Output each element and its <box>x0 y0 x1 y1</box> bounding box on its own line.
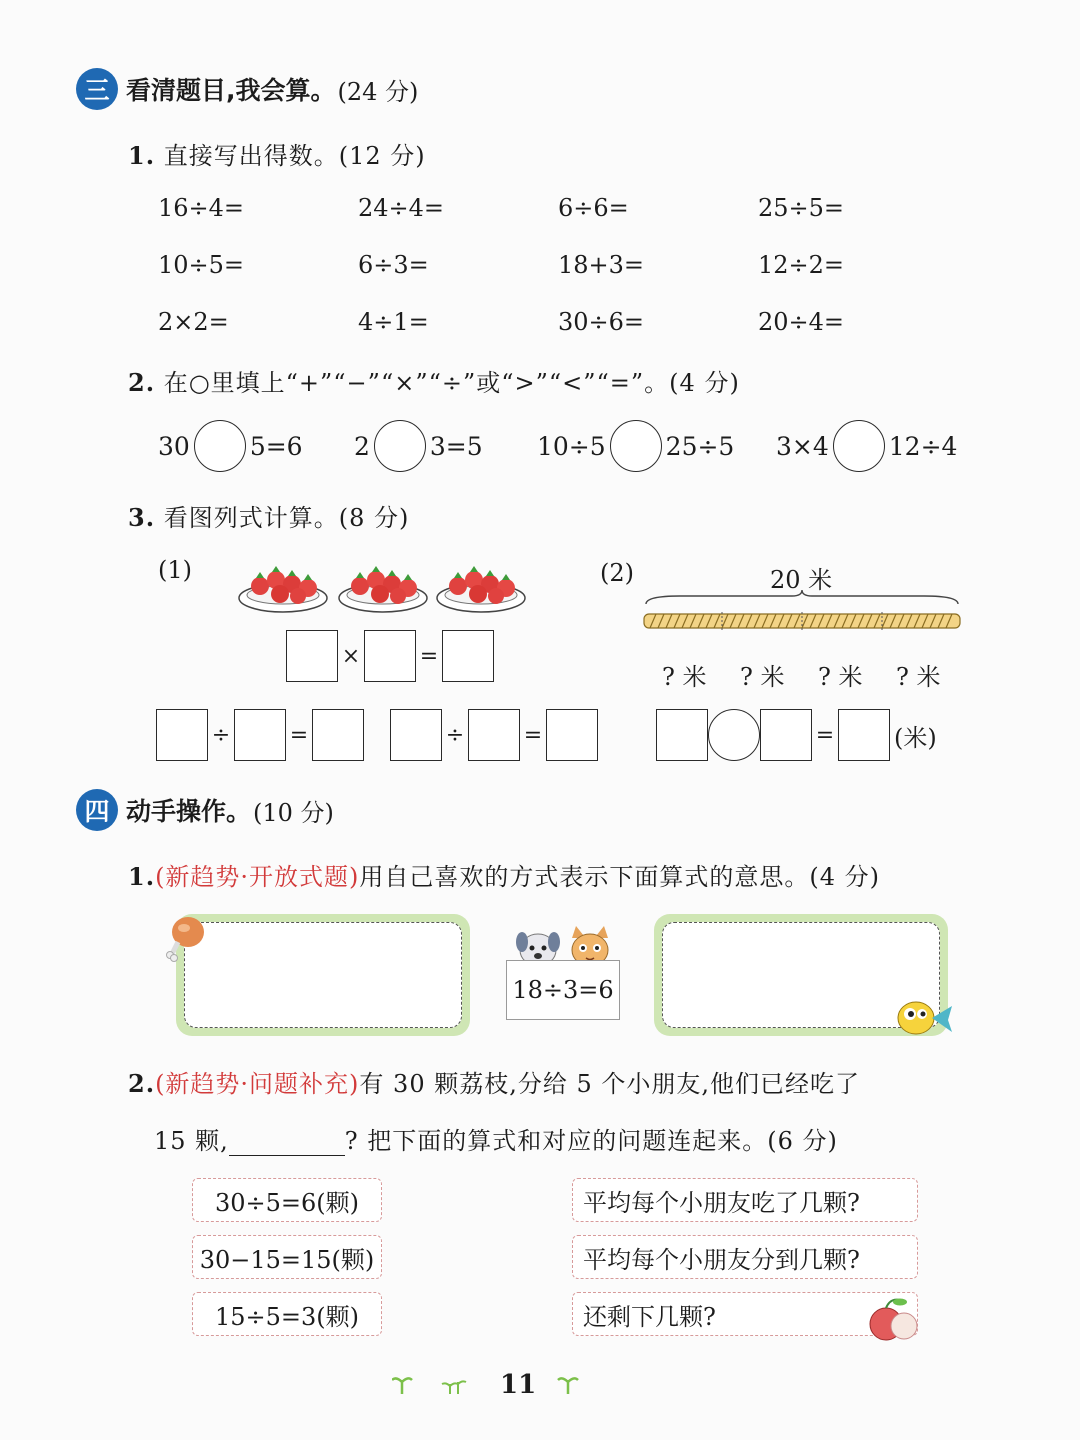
tag-label: (新趋势·开放式题) <box>155 863 360 891</box>
segment-label-1: ? 米 <box>662 663 707 691</box>
answer-box[interactable] <box>156 709 208 761</box>
answer-box[interactable] <box>286 630 338 682</box>
match-question-3[interactable]: 还剩下几颗? <box>572 1292 918 1336</box>
expr-3[interactable]: 6÷6= <box>558 194 629 222</box>
answer-box[interactable] <box>546 709 598 761</box>
page-number: 11 <box>500 1370 537 1400</box>
drawing-frame-left <box>176 914 470 1036</box>
q3-title: 3. 看图列式计算。(8 分) <box>128 503 410 532</box>
expr-5[interactable]: 10÷5= <box>158 251 245 279</box>
compare-item-2: 2 3=5 <box>354 420 483 472</box>
answer-circle[interactable] <box>833 420 885 472</box>
section-4-title: 动手操作。 <box>126 797 252 826</box>
rope-equation: = (米) <box>656 709 937 761</box>
match-equation-3[interactable]: 15÷5=3(颗) <box>192 1292 382 1336</box>
match-equation-2[interactable]: 30−15=15(颗) <box>192 1235 382 1279</box>
answer-box[interactable] <box>312 709 364 761</box>
answer-box[interactable] <box>390 709 442 761</box>
section-4-score: (10 分) <box>253 798 334 827</box>
answer-box[interactable] <box>442 630 494 682</box>
compare-item-3: 10÷5 25÷5 <box>537 420 734 472</box>
answer-circle[interactable] <box>194 420 246 472</box>
answer-box[interactable] <box>364 630 416 682</box>
section-3-header <box>76 68 418 110</box>
lychee-icon <box>864 1296 924 1344</box>
fish-icon <box>894 996 954 1040</box>
drumstick-icon <box>164 912 208 962</box>
section-4-badge: 四 <box>76 789 118 831</box>
answer-box[interactable] <box>838 709 890 761</box>
multiply-equation: × = <box>286 630 494 682</box>
plate-icon <box>239 566 327 612</box>
rope-length-label: 20 米 <box>770 566 833 594</box>
expr-9[interactable]: 2×2= <box>158 308 229 336</box>
s4-q1-title: 1.(新趋势·开放式题)用自己喜欢的方式表示下面算式的意思。(4 分) <box>128 862 881 891</box>
sprout-decoration-icon <box>392 1372 592 1402</box>
match-question-2[interactable]: 平均每个小朋友分到几颗? <box>572 1235 918 1279</box>
unit-label: (米) <box>894 723 937 752</box>
answer-box[interactable] <box>656 709 708 761</box>
match-equation-1[interactable]: 30÷5=6(颗) <box>192 1178 382 1222</box>
segment-label-2: ? 米 <box>740 663 785 691</box>
compare-item-4: 3×4 12÷4 <box>776 420 957 472</box>
section-3-score: (24 分) <box>337 77 419 106</box>
expr-6[interactable]: 6÷3= <box>358 251 429 279</box>
answer-box[interactable] <box>760 709 812 761</box>
q2-title: 2. 在○里填上“+”“−”“×”“÷”或“>”“<”“=”。(4 分) <box>128 368 740 397</box>
expr-8[interactable]: 12÷2= <box>758 251 845 279</box>
section-3-title: 看清题目,我会算。 <box>126 76 336 105</box>
rope-diagram <box>640 590 964 638</box>
match-question-1[interactable]: 平均每个小朋友吃了几颗? <box>572 1178 918 1222</box>
plate-icon <box>437 566 525 612</box>
part-2-label: (2) <box>600 559 634 587</box>
drawing-area[interactable] <box>184 922 462 1028</box>
q1-title: 1. 直接写出得数。(12 分) <box>128 141 426 170</box>
part-1-label: (1) <box>158 556 192 584</box>
tag-label: (新趋势·问题补充) <box>155 1070 360 1098</box>
expr-2[interactable]: 24÷4= <box>358 194 445 222</box>
segment-label-4: ? 米 <box>896 663 941 691</box>
fill-blank[interactable] <box>229 1132 345 1156</box>
segment-label-3: ? 米 <box>818 663 863 691</box>
s4-q2-title: 2.(新趋势·问题补充)有 30 颗荔枝,分给 5 个小朋友,他们已经吃了 <box>128 1069 861 1098</box>
answer-circle[interactable] <box>610 420 662 472</box>
answer-box[interactable] <box>234 709 286 761</box>
answer-box[interactable] <box>468 709 520 761</box>
expr-12[interactable]: 20÷4= <box>758 308 845 336</box>
answer-circle[interactable] <box>708 709 760 761</box>
compare-item-1: 30 5=6 <box>158 420 303 472</box>
section-3-badge: 三 <box>76 68 118 110</box>
expr-10[interactable]: 4÷1= <box>358 308 429 336</box>
strawberry-plates-illustration <box>236 562 528 618</box>
plate-icon <box>339 566 427 612</box>
section-4-header <box>76 789 334 831</box>
expr-1[interactable]: 16÷4= <box>158 194 245 222</box>
equation-card: 18÷3=6 <box>506 960 620 1020</box>
expr-7[interactable]: 18+3= <box>558 251 645 279</box>
expr-11[interactable]: 30÷6= <box>558 308 645 336</box>
expr-4[interactable]: 25÷5= <box>758 194 845 222</box>
divide-equation-1: ÷ = ÷ = <box>156 709 598 761</box>
answer-circle[interactable] <box>374 420 426 472</box>
s4-q2-line2: 15 颗, ? 把下面的算式和对应的问题连起来。(6 分) <box>154 1127 838 1155</box>
